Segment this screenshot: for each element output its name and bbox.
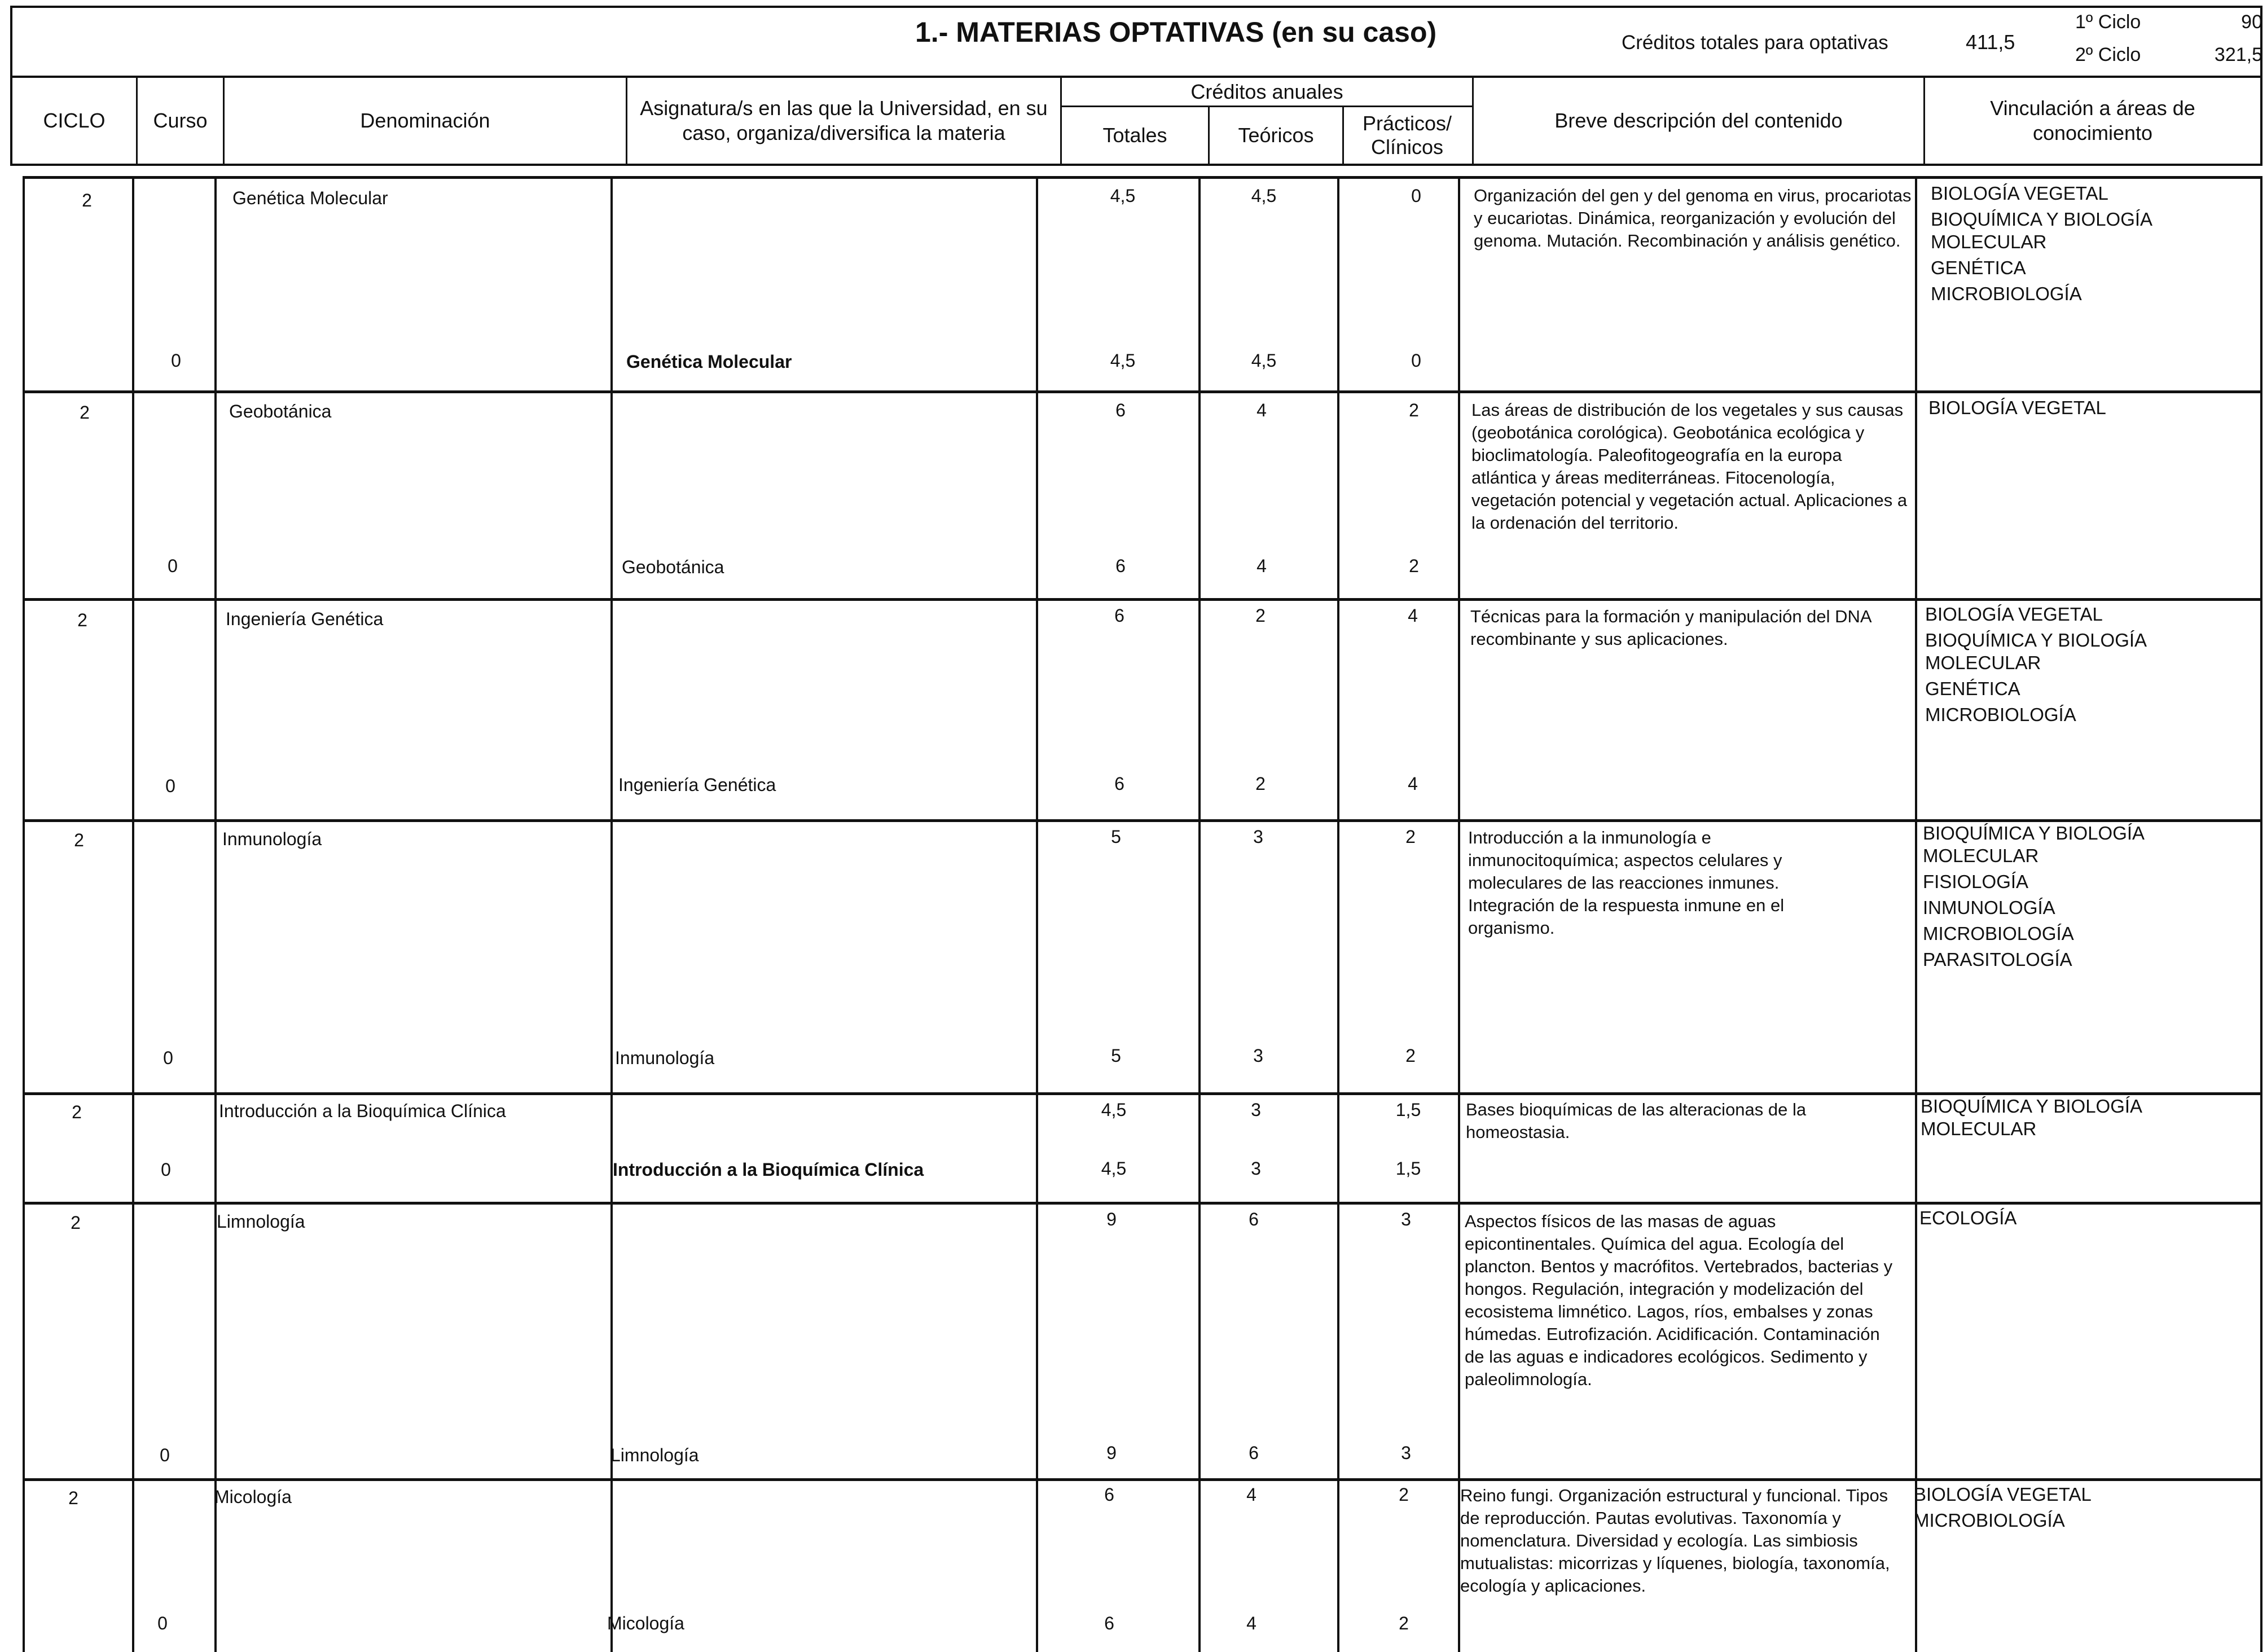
header-totales: Totales	[1062, 107, 1210, 164]
descripcion-cell: Organización del gen y del genoma en virus, procariotas y eucariotas. Dinámica, reorganización y evolución del genoma. Mutación. Recombinación y análisis genético.	[1474, 186, 1912, 251]
ciclo-cell: 2	[72, 1102, 82, 1122]
area-item: BIOQUÍMICA Y BIOLOGÍA MOLECULAR	[1921, 1096, 2142, 1139]
header-ciclo: CICLO	[12, 78, 138, 164]
teoricos-cell: 4	[1246, 1484, 1256, 1505]
practicos-cell: 3	[1401, 1209, 1411, 1229]
ciclo1-label: 1º Ciclo	[2075, 11, 2141, 33]
ciclo-cell: 2	[82, 190, 92, 210]
header-teoricos: Teóricos	[1210, 107, 1344, 164]
practicos-sub-cell: 2	[1405, 1045, 1416, 1066]
totales-cell: 6	[1114, 605, 1124, 626]
denominacion-cell: Inmunología	[222, 829, 322, 849]
asignatura-cell: Genética Molecular	[626, 352, 792, 372]
denominacion-cell: Introducción a la Bioquímica Clínica	[219, 1101, 506, 1121]
practicos-sub-cell: 2	[1399, 1613, 1409, 1633]
areas-cell	[1928, 397, 2106, 423]
teoricos-sub-cell: 6	[1249, 1443, 1259, 1463]
area-item: INMUNOLOGÍA	[1923, 897, 2055, 918]
teoricos-sub-cell: 3	[1251, 1158, 1261, 1179]
areas-cell	[1921, 1095, 2180, 1144]
asignatura-cell: Limnología	[610, 1445, 699, 1465]
totales-sub-cell: 4,5	[1110, 350, 1136, 371]
totales-sub-cell: 6	[1115, 556, 1126, 576]
area-item: MICROBIOLOGÍA	[1914, 1510, 2065, 1531]
asignatura-cell: Ingeniería Genética	[618, 775, 776, 795]
table-body	[23, 176, 2262, 1652]
ciclo-cell: 2	[77, 610, 87, 630]
totales-sub-cell: 6	[1104, 1613, 1114, 1633]
denominacion-cell: Genética Molecular	[232, 188, 388, 208]
practicos-sub-cell: 0	[1411, 350, 1421, 371]
descripcion-cell: Reino fungi. Organización estructural y funcional. Tipos de reproducción. Pautas evolutivas. Taxonomía y nomenclatura. Diversidad y ecología. Las simbiosis mutualistas: micorrizas y líquenes, biología, taxonomía, ecología y aplicaciones.	[1460, 1486, 1890, 1596]
areas-cell	[1914, 1483, 2092, 1535]
area-item: MICROBIOLOGÍA	[1931, 283, 2082, 304]
area-item: ECOLOGÍA	[1919, 1207, 2017, 1228]
area-item: BIOLOGÍA VEGETAL	[1925, 604, 2103, 625]
table-header	[10, 76, 2262, 166]
curso-cell: 0	[163, 1048, 173, 1068]
header-curso: Curso	[138, 78, 225, 164]
areas-cell	[1923, 822, 2182, 974]
denominacion-cell: Micología	[214, 1487, 292, 1507]
curso-cell: 0	[160, 1445, 170, 1465]
area-item: GENÉTICA	[1931, 257, 2026, 278]
ciclo-cell: 2	[71, 1212, 81, 1233]
area-item: MICROBIOLOGÍA	[1923, 923, 2074, 944]
header-creditos-group	[1062, 78, 1474, 164]
header-descripcion: Breve descripción del contenido	[1474, 78, 1925, 164]
descripcion-cell: Las áreas de distribución de los vegetales y sus causas (geobotánica corológica). Geobotánica ecológica y bioclimatología. Paleofitogeografía en la europa atlántica y áreas mediterráneas. Fitocenología, vegetación potencial y vegetación actual. Aplicaciones a la ordenación del territorio.	[1471, 400, 1908, 533]
teoricos-sub-cell: 4	[1246, 1613, 1256, 1633]
area-item: BIOQUÍMICA Y BIOLOGÍA MOLECULAR	[1923, 823, 2144, 866]
denominacion-cell: Ingeniería Genética	[226, 609, 384, 629]
area-item: FISIOLOGÍA	[1923, 871, 2029, 892]
table-row	[23, 1202, 2262, 1478]
teoricos-cell: 6	[1249, 1209, 1259, 1229]
descripcion-cell: Aspectos físicos de las masas de aguas epicontinentales. Química del agua. Ecología del plancton. Bentos y macrófitos. Vertebrados, bacterias y hongos. Regulación, integración y modelización del ecosistema limnético. Lagos, ríos, embalses y zonas húmedas. Eutrofización. Acidificación. Contaminación de las aguas e indicadores ecológicos. Sedimento y paleolimnología.	[1465, 1211, 1893, 1389]
denominacion-cell: Geobotánica	[229, 401, 332, 421]
practicos-sub-cell: 2	[1409, 556, 1419, 576]
totales-sub-cell: 5	[1111, 1045, 1121, 1066]
curso-cell: 0	[165, 776, 175, 796]
totales-cell: 4,5	[1101, 1100, 1127, 1120]
totales-sub-cell: 9	[1106, 1443, 1117, 1463]
teoricos-cell: 4	[1256, 400, 1267, 420]
practicos-sub-cell: 3	[1401, 1443, 1411, 1463]
credits-total-label: Créditos totales para optativas	[1622, 32, 1888, 54]
table-row	[23, 176, 2262, 390]
areas-cell	[1931, 182, 2190, 309]
teoricos-cell: 3	[1251, 1100, 1261, 1120]
teoricos-sub-cell: 4,5	[1251, 350, 1277, 371]
totales-sub-cell: 4,5	[1101, 1158, 1127, 1179]
area-item: MICROBIOLOGÍA	[1925, 704, 2076, 725]
area-item: BIOLOGÍA VEGETAL	[1928, 397, 2106, 418]
denominacion-cell: Limnología	[217, 1211, 305, 1232]
credits-total-value: 411,5	[1966, 30, 2015, 54]
practicos-cell: 2	[1405, 827, 1416, 847]
totales-cell: 9	[1106, 1209, 1117, 1229]
curso-cell: 0	[171, 350, 181, 371]
teoricos-sub-cell: 4	[1256, 556, 1267, 576]
asignatura-cell: Geobotánica	[622, 557, 724, 577]
area-item: BIOQUÍMICA Y BIOLOGÍA MOLECULAR	[1925, 630, 2146, 673]
practicos-cell: 0	[1411, 186, 1421, 206]
table-row	[23, 598, 2262, 819]
ciclo1-value: 90	[2241, 11, 2262, 33]
table-row	[23, 390, 2262, 598]
ciclo1-row	[2058, 11, 2266, 39]
area-item: BIOLOGÍA VEGETAL	[1931, 183, 2108, 204]
header-practicos: Prácticos/ Clínicos	[1362, 112, 1452, 159]
descripcion-cell: Introducción a la inmunología e inmunocitoquímica; aspectos celulares y moleculares de las reacciones inmunes. Integración de la respuesta inmune en el organismo.	[1468, 828, 1785, 938]
table-row	[23, 1092, 2262, 1202]
totales-sub-cell: 6	[1114, 774, 1124, 794]
curso-cell: 0	[157, 1613, 168, 1633]
asignatura-cell: Inmunología	[615, 1048, 715, 1068]
curso-cell: 0	[161, 1159, 171, 1180]
ciclo2-label: 2º Ciclo	[2075, 44, 2141, 65]
asignatura-cell: Micología	[607, 1613, 684, 1633]
practicos-sub-cell: 1,5	[1395, 1158, 1421, 1179]
area-item: PARASITOLOGÍA	[1923, 949, 2072, 970]
totales-cell: 6	[1115, 400, 1126, 420]
area-item: BIOQUÍMICA Y BIOLOGÍA MOLECULAR	[1931, 209, 2152, 252]
ciclo2-value: 321,5	[2214, 44, 2262, 65]
totales-cell: 6	[1104, 1484, 1114, 1505]
teoricos-cell: 3	[1253, 827, 1263, 847]
practicos-cell: 2	[1399, 1484, 1409, 1505]
descripcion-cell: Bases bioquímicas de las alteracionas de la homeostasia.	[1466, 1100, 1807, 1142]
ciclo-cell: 2	[68, 1488, 78, 1508]
areas-cell	[1919, 1207, 2016, 1233]
header-creditos-anuales: Créditos anuales	[1062, 78, 1472, 107]
title-bar	[10, 6, 2262, 78]
practicos-cell: 4	[1408, 605, 1418, 626]
teoricos-cell: 2	[1255, 605, 1266, 626]
ciclo-cell: 2	[74, 830, 84, 850]
practicos-cell: 2	[1409, 400, 1419, 420]
ciclo-cell: 2	[80, 402, 90, 423]
totales-cell: 5	[1111, 827, 1121, 847]
asignatura-cell: Introducción a la Bioquímica Clínica	[613, 1159, 924, 1180]
header-vinculacion: Vinculación a áreas de conocimiento	[1990, 96, 2195, 144]
descripcion-cell: Técnicas para la formación y manipulación del DNA recombinante y sus aplicaciones.	[1470, 607, 1871, 649]
ciclo-credits-box	[2058, 11, 2266, 71]
curso-cell: 0	[168, 556, 178, 576]
areas-cell	[1925, 603, 2185, 730]
header-denominacion: Denominación	[225, 78, 627, 164]
ciclo2-row	[2058, 44, 2266, 72]
area-item: GENÉTICA	[1925, 678, 2020, 699]
teoricos-sub-cell: 2	[1255, 774, 1266, 794]
area-item: BIOLOGÍA VEGETAL	[1914, 1484, 2092, 1505]
totales-cell: 4,5	[1110, 186, 1136, 206]
page-title: 1.- MATERIAS OPTATIVAS (en su caso)	[915, 16, 1437, 48]
practicos-sub-cell: 4	[1408, 774, 1418, 794]
teoricos-cell: 4,5	[1251, 186, 1277, 206]
teoricos-sub-cell: 3	[1253, 1045, 1263, 1066]
table-row	[23, 819, 2262, 1092]
table-row	[23, 1478, 2262, 1652]
header-asignatura: Asignatura/s en las que la Universidad, en su caso, organiza/diversifica la materia	[627, 78, 1062, 164]
practicos-cell: 1,5	[1395, 1100, 1421, 1120]
